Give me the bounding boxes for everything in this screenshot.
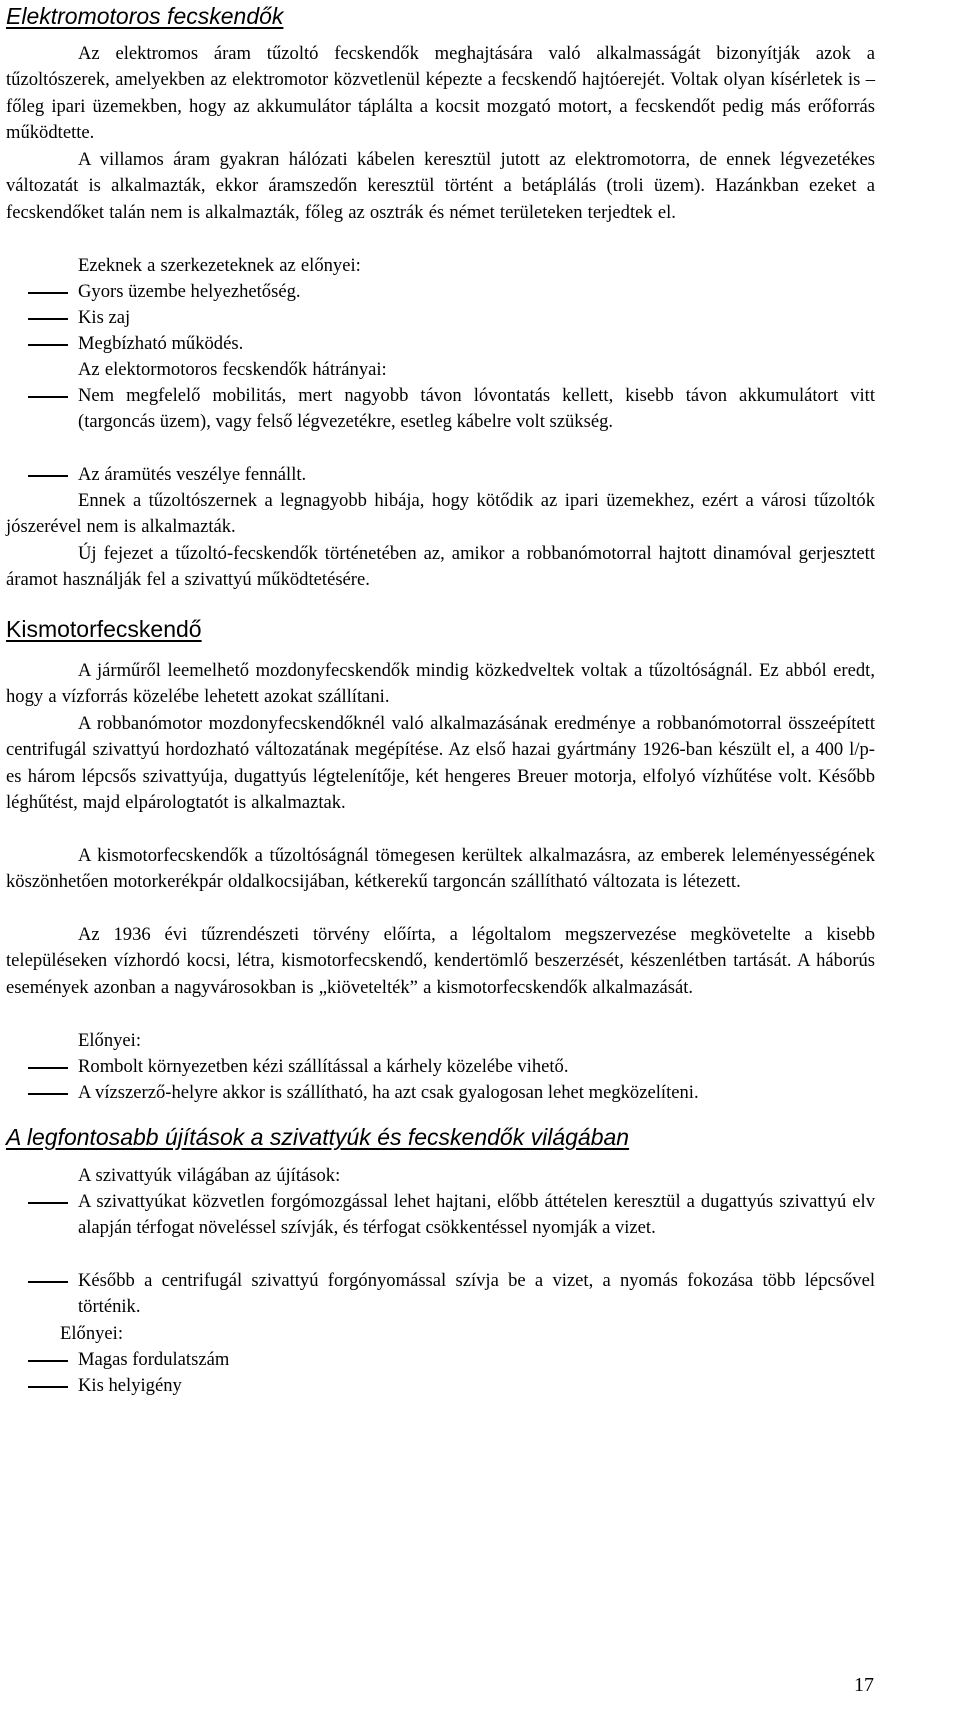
paragraph: A robbanómotor mozdonyfecskendőknél való alkalmazásának eredménye a robbanómotorral összeépített centrifugál szivattyú hordozható változatának megépítése. Az első hazai gyártmány 1926-ban készült el, a 400 l/p-es három lépcsős szivattyúja, dugattyús légtelenítője, két hengeres Breuer motorja, elfolyó vízhűtése volt. Később léghűtést, majd elpárologtatót is alkalmaztak. [6, 713, 875, 814]
paragraph: Az elektormotoros fecskendők hátrányai: [78, 359, 387, 380]
paragraph: Előnyei: [60, 1323, 123, 1344]
list-item: Gyors üzembe helyezhetőség. [6, 279, 875, 305]
list-item: Később a centrifugál szivattyú forgónyomással szívja be a vizet, a nyomás fokozása több lépcsővel történik. [6, 1268, 875, 1321]
paragraph: A szivattyúk világában az újítások: [78, 1165, 341, 1186]
paragraph: A járműről leemelhető mozdonyfecskendők mindig közkedveltek voltak a tűzoltóságnál. Ez abból eredt, hogy a vízforrás közelébe lehetett azokat szállítani. [6, 660, 875, 708]
list-item: A vízszerző-helyre akkor is szállítható, ha azt csak gyalogosan lehet megközelíteni. [6, 1080, 875, 1106]
list-item: Az áramütés veszélye fennállt. [6, 462, 875, 488]
list-item: Kis zaj [6, 305, 875, 331]
paragraph: Előnyei: [78, 1030, 141, 1051]
paragraph: Ennek a tűzoltószernek a legnagyobb hibája, hogy kötődik az ipari üzemekhez, ezért a városi tűzoltók jószerével nem is alkalmazták. [6, 490, 875, 538]
section-heading-electric: Elektromotoros fecskendők [6, 3, 284, 29]
list-item: Rombolt környezetben kézi szállítással a kárhely közelébe vihető. [6, 1054, 875, 1080]
paragraph: Új fejezet a tűzoltó-fecskendők történetében az, amikor a robbanómotorral hajtott dinamóval gerjesztett áramot használják fel a szivattyú működtetésére. [6, 543, 875, 591]
list-item: Kis helyigény [6, 1373, 875, 1399]
paragraph: Ezeknek a szerkezeteknek az előnyei: [78, 255, 361, 276]
section-heading-innovations: A legfontosabb újítások a szivattyúk és fecskendők világában [6, 1124, 630, 1150]
list-item: Magas fordulatszám [6, 1347, 875, 1373]
paragraph: Az 1936 évi tűzrendészeti törvény előírta, a légoltalom megszervezése megkövetelte a kisebb településeken vízhordó kocsi, létra, kismotorfecskendő, kendertömlő beszerzését, készenlétben tartását. A háborús események azonban a nagyvárosokban is „kiövetelték” a kismotorfecskendők alkalmazását. [6, 924, 875, 998]
list-item: Nem megfelelő mobilitás, mert nagyobb távon lóvontatás kellett, kisebb távon akkumulátort vitt (targoncás üzem), vagy felső légvezetékre, esetleg kábelre volt szükség. [6, 383, 875, 462]
paragraph: A kismotorfecskendők a tűzoltóságnál tömegesen kerültek alkalmazásra, az emberek leleményességének köszönhetően motorkerékpár oldalkocsijában, kétkerekű targoncán szállítható változata is létezett. [6, 845, 875, 893]
list-item: Megbízható működés. [6, 331, 875, 357]
list-item: A szivattyúkat közvetlen forgómozgással lehet hajtani, előbb áttételen keresztül a dugattyús szivattyú elv alapján térfogat növeléssel szívják, és térfogat csökkentéssel nyomják a vizet. [6, 1189, 875, 1268]
page-number: 17 [854, 1674, 874, 1696]
section-heading-small-motor: Kismotorfecskendő [6, 616, 202, 642]
paragraph: A villamos áram gyakran hálózati kábelen keresztül jutott az elektromotorra, de ennek légvezetékes változatát is alkalmazták, ekkor áramszedőn keresztül történt a betáplálás (troli üzem). Hazánkban ezeket a fecskendőket talán nem is alkalmazták, főleg az osztrák és német területeken terjedtek el. [6, 149, 875, 223]
paragraph: Az elektromos áram tűzoltó fecskendők meghajtására való alkalmasságát bizonyítják azok a tűzoltószerek, amelyekben az elektromotor közvetlenül képezte a fecskendő hajtóerejét. Voltak olyan kísérletek is – főleg ipari üzemekben, hogy az akkumulátor táplálta a kocsit mozgató motort, a fecskendőt pedig más erőforrás működtette. [6, 43, 875, 144]
